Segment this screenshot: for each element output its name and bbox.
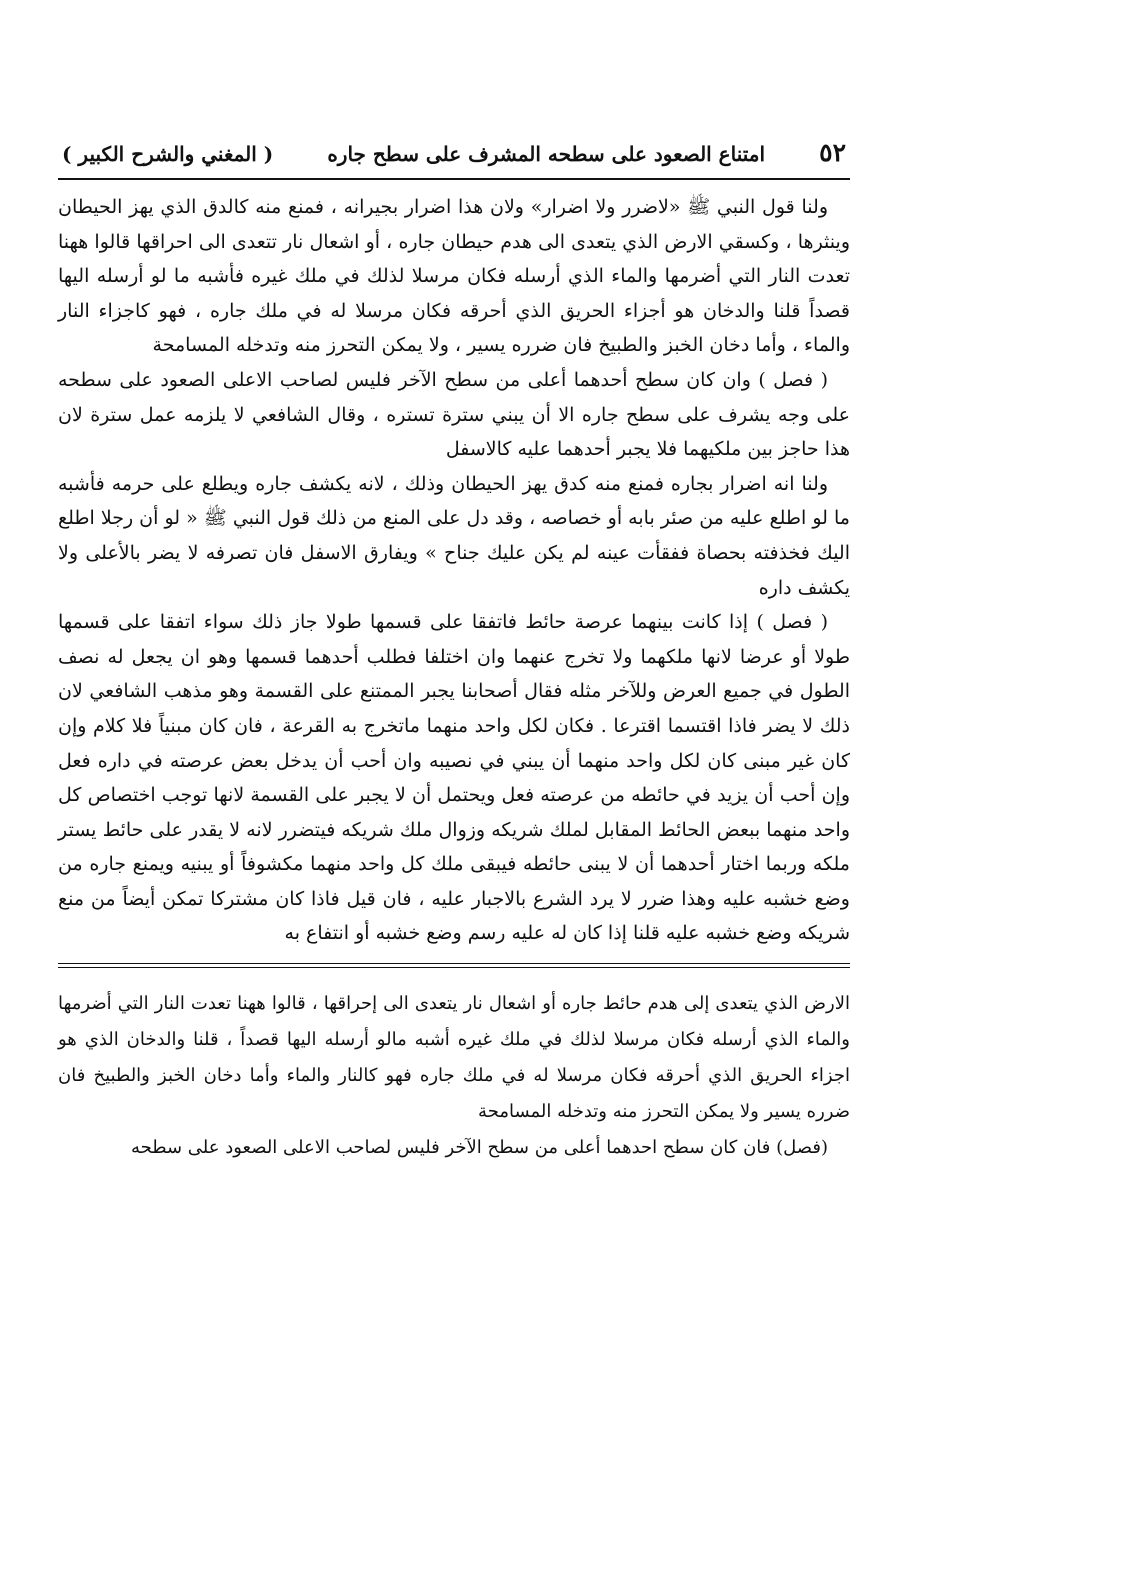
- footnote-separator: [58, 963, 850, 968]
- footnote-paragraph: الارض الذي يتعدى إلى هدم حائط جاره أو اشعال نار يتعدى الى إحراقها ، قالوا ههنا تعدت النار التي أضرمها والماء الذي أرسله فكان مرسلا لذلك في ملك غيره أشبه مالو أرسله اليها قصداً ، قلنا والدخان الذي هو اجزاء الحريق الذي أحرقه فكان مرسلا له في ملك جاره فهو كالنار والماء وأما دخان الخبز والطبيخ فان ضرره يسير ولا يمكن التحرز منه وتدخله المسامحة: [58, 993, 850, 1123]
- header-rule: [58, 178, 850, 180]
- paragraph: ولنا قول النبي ﷺ «لاضرر ولا اضرار» ولان هذا اضرار بجيرانه ، فمنع منه كالدق الذي يهز الحيطان وينثرها ، وكسقي الارض الذي يتعدى الى هدم حيطان جاره ، أو اشعال نار تتعدى الى احراقها قالوا ههنا تعدت النار التي أضرمها والماء الذي أرسله فكان مرسلا لذلك في ملك غيره فأشبه ما لو أرسله اليها قصداً قلنا والدخان هو أجزاء الحريق الذي أحرقه فكان مرسلا له في ملك جاره ، فهو كاجزاء النار والماء ، وأما دخان الخبز والطبيخ فان ضرره يسير ، ولا يمكن التحرز منه وتدخله المسامحة: [58, 196, 850, 357]
- book-title: ( المغني والشرح الكبير ): [62, 142, 274, 166]
- running-title: امتناع الصعود على سطحه المشرف على سطح جاره: [327, 142, 766, 166]
- footnote-text: [58, 986, 850, 1166]
- book-page: [58, 138, 850, 1166]
- running-header: [58, 138, 850, 176]
- paragraph: ( فصل ) إذا كانت بينهما عرصة حائط فاتفقا على قسمها طولا جاز ذلك سواء اتفقا على قسمها طولا أو عرضا لانها ملكهما ولا تخرج عنهما وان اختلفا فطلب أحدهما قسمها وهو ان يجعل له نصف الطول في جميع العرض وللآخر مثله فقال أصحابنا يجبر الممتنع على القسمة وهو مذهب الشافعي لان ذلك لا يضر فاذا اقتسما اقترعا . فكان لكل واحد منهما ماتخرج به القرعة ، فان كان مبنياً فلا كلام وإن كان غير مبنى كان لكل واحد منهما أن يبني في نصيبه وان أحب أن يدخل بعض عرصته في داره فعل وإن أحب أن يزيد في حائطه من عرصته فعل ويحتمل أن لا يجبر على القسمة لانها توجب اختصاص كل واحد منهما ببعض الحائط المقابل لملك شريكه وزوال ملك شريكه فيتضرر لانه لا يقدر على حائط يستر ملكه وربما اختار أحدهما أن لا يبنى حائطه فيبقى ملك كل واحد منهما مكشوفاً أو يبنيه ويمنع جاره من وضع خشبه عليه وهذا ضرر لا يرد الشرع بالاجبار عليه ، فان قيل فاذا كان مشتركا تمكن أيضاً من منع شريكه وضع خشبه عليه قلنا إذا كان له عليه رسم وضع خشبه أو انتفاع به: [58, 611, 850, 945]
- page-number: ٥٢: [819, 138, 846, 167]
- paragraph: ( فصل ) وان كان سطح أحدهما أعلى من سطح الآخر فليس لصاحب الاعلى الصعود على سطحه على وجه يشرف على سطح جاره الا أن يبني سترة تستره ، وقال الشافعي لا يلزمه عمل سترة لان هذا حاجز بين ملكيهما فلا يجبر أحدهما عليه كالاسفل: [58, 368, 850, 461]
- paragraph: ولنا انه اضرار بجاره فمنع منه كدق يهز الحيطان وذلك ، لانه يكشف جاره ويطلع على حرمه فأشبه ما لو اطلع عليه من صئر بابه أو خصاصه ، وقد دل على المنع من ذلك قول النبي ﷺ « لو أن رجلا اطلع اليك فخذفته بحصاة ففقأت عينه لم يكن عليك جناح » ويفارق الاسفل فان تصرفه لا يضر بالأعلى ولا يكشف داره: [58, 472, 850, 599]
- footnote-paragraph: (فصل) فان كان سطح احدهما أعلى من سطح الآخر فليس لصاحب الاعلى الصعود على سطحه: [130, 1137, 828, 1159]
- main-text: [58, 190, 850, 951]
